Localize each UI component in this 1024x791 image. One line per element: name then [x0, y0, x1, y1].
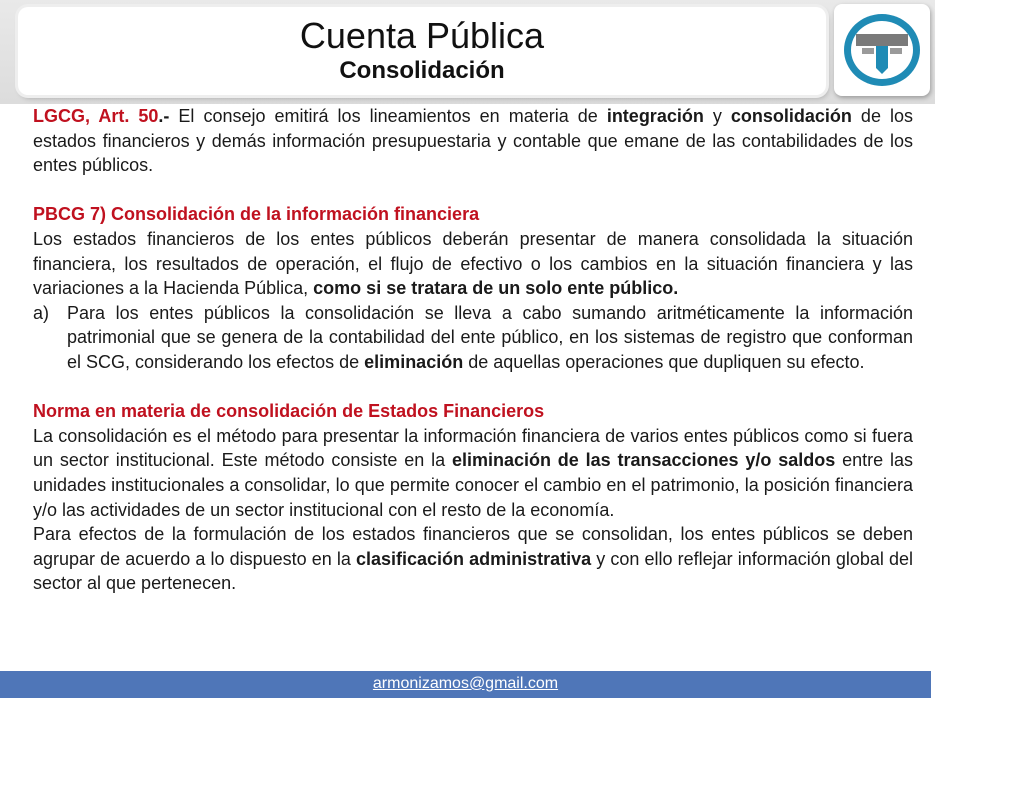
text: La consolidación es el método para presentar la información financiera de varios entes públicos como si fuera un sector institucional. Este método consiste en la	[33, 425, 913, 471]
spacer	[33, 375, 913, 400]
document-body	[33, 104, 913, 596]
header-band	[0, 0, 935, 104]
text: entre las unidades institucionales a consolidar, lo que permite conocer el cambio en el patrimonio, la posición financiera y/o las actividades de un sector institucional con el resto de la economía.	[33, 450, 913, 520]
email-link[interactable]: armonizamos@gmail.com	[372, 675, 559, 692]
bold-text: eliminación de las transacciones y/o saldos	[451, 450, 836, 471]
page-title: Cuenta Pública	[299, 15, 545, 56]
list-item-text	[67, 301, 913, 375]
bold-text: clasificación administrativa	[355, 548, 592, 569]
text: de los estados financieros y demás información presupuestaria y contable que emane de las contabilidades de los entes públicos.	[33, 106, 913, 176]
text: Para los entes públicos la consolidación se lleva a cabo sumando aritméticamente la información patrimonial que se genera de la contabilidad del ente público, en los sistemas de registro que conforman el SCG, considerando los efectos de	[67, 302, 913, 372]
logo-box	[834, 4, 930, 96]
text: Los estados financieros de los entes públicos deberán presentar de manera consolidada la situación financiera, los resultados de operación, el flujo de efectivo o los cambios en la situación financiera y las variaciones a la Hacienda Pública,	[33, 228, 913, 299]
text: El consejo emitirá los lineamientos en materia de	[169, 106, 607, 126]
paragraph-pbcg	[33, 227, 913, 301]
text: y con ello reflejar información global del sector al que pertenecen.	[33, 548, 913, 594]
law-reference: LGCG, Art. 50	[33, 106, 159, 126]
footer-bar	[0, 671, 931, 698]
bold-text: eliminación	[364, 351, 464, 372]
text: y	[703, 106, 731, 126]
bold-text: como si se tratara de un solo ente público.	[313, 278, 679, 299]
bold-text: consolidación	[730, 106, 852, 126]
institution-logo-icon	[840, 10, 924, 90]
page-subtitle: Consolidación	[339, 57, 505, 84]
list-item	[33, 301, 913, 375]
law-separator: .-	[158, 106, 170, 126]
section-heading-pbcg: PBCG 7) Consolidación de la información financiera	[33, 204, 480, 225]
paragraph-norma-2	[33, 522, 913, 596]
paragraph-norma-1	[33, 424, 913, 522]
spacer	[33, 178, 913, 203]
text: de aquellas operaciones que dupliquen su efecto.	[463, 351, 865, 372]
title-box	[18, 7, 826, 95]
text: Para efectos de la formulación de los estados financieros que se consolidan, los entes públicos se deben agrupar de acuerdo a lo dispuesto en la	[33, 524, 913, 569]
list-marker: a)	[33, 302, 50, 323]
bold-text: integración	[606, 106, 704, 126]
paragraph-lgcg	[33, 104, 913, 178]
section-heading-norma: Norma en materia de consolidación de Estados Financieros	[33, 401, 545, 422]
